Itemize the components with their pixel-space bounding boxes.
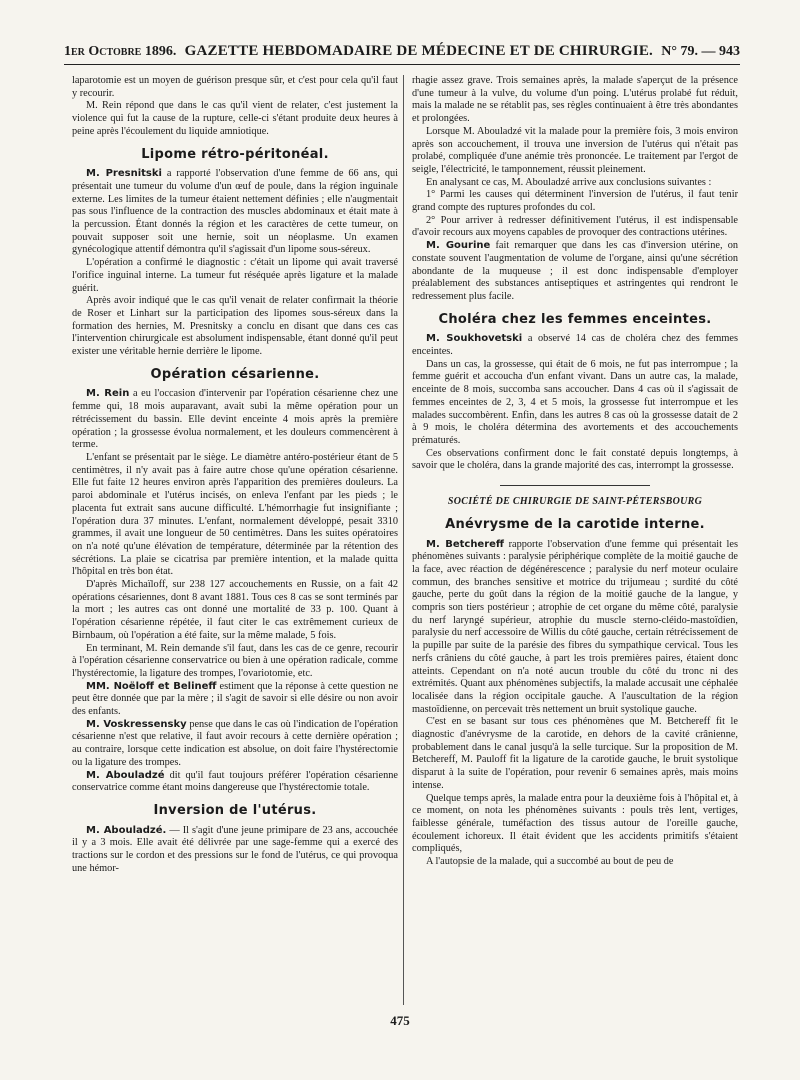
paragraph: 2° Pour arriver à redresser définitivement l'utérus, il est indispensable d'avoir recours aux moyens capables de provoquer des contractions utérines. xyxy=(412,214,738,239)
section-divider xyxy=(500,485,650,486)
section-heading-anevrysme: Anévrysme de la carotide interne. xyxy=(445,516,705,532)
paragraph: Dans un cas, la grossesse, qui était de 6 mois, ne fut pas interrompue ; la femme guérit et accoucha d'un enfant vivant. Dans un autre cas, la malade, enceinte de 8 mois, succomba sans accoucher. Dans 4 cas où il s'agissait de femmes enceintes de 2, 3, 4 et 5 mois, la grossesse fut interrompue et les malades succombèrent. Enfin, dans les autres 8 cas où la grossesse datait de 2 à 9 mois, le choléra détermina des avortements et des accouchements prématurés. xyxy=(412,358,738,446)
paragraph: C'est en se basant sur tous ces phénomènes que M. Betchereff fit le diagnostic d'anévrysme de la carotide, en dehors de la cavité crânienne, probablement dans le canal jusqu'à la selle turcique. Sur la proposition de M. Betchereff, M. Pauloff fit la ligature de la carotide gauche, le bruit systolique disparut à la suite de l'opération, pour revenir 6 semaines après, mais moins intense. xyxy=(412,716,738,791)
paragraph: Après avoir indiqué que le cas qu'il venait de relater confirmait la théorie de Roser et Linhart sur la participation des lipomes sous-séreux dans la formation des hernies, M. Presnitsky a conclu en disant que dans ces cas l'intervention chirurgicale est absolument indispensable, étant donné qu'il peut exister une véritable hernie derrière le lipome. xyxy=(72,295,398,358)
paragraph xyxy=(72,825,398,876)
paragraph xyxy=(72,719,398,770)
author-name: M. Presnitski xyxy=(86,168,162,180)
paragraph: L'enfant se présentait par le siège. Le diamètre antéro-postérieur étant de 5 centimètres, il n'y avait pas à faire autre chose qu'une opération césarienne. Elle fut faite 12 heures environ après l'apparition des premières douleurs. La paroi abdominale et l'utérus incisés, on enleva l'enfant par les pieds ; le placenta fut extrait sans aucune difficulté. L'hémorrhagie fut insignifiante ; l'opération dura 37 minutes. L'enfant, normalement développé, pesait 3310 grammes, il avait une longueur de 50 centimètres. Dans les suites opératoires on n'a noté qu'une élévation de température, déterminée par la rétention des sécrétions. La plaie se cicatrisa par première intention, et la malade quitta l'hôpital en très bon état. xyxy=(72,451,398,578)
author-name: M. Abouladzé xyxy=(86,769,165,781)
column-divider xyxy=(403,75,404,1005)
left-column xyxy=(72,75,398,875)
paragraph: Quelque temps après, la malade entra pour la deuxième fois à l'hôpital et, à ce moment, on nota les phénomènes suivants : pouls très lent, vertiges, faiblesse générale, tuméfaction des tissus autour de l'oreille gauche, écoulement ichoreux. Il était évident que les accidents primitifs s'étaient compliqués, xyxy=(412,792,738,855)
paragraph xyxy=(412,333,738,358)
paragraph xyxy=(72,681,398,719)
paragraph-text: a observé 14 cas de choléra chez des femmes enceintes. xyxy=(412,333,738,358)
paragraph-text: fait remarquer que dans les cas d'inversion utérine, on constate souvent l'augmentation de volume de l'organe, ainsi qu'une sécrétion abondante de la muqueuse ; il est donc indispensable d'employer préalablement des substances antiseptiques et astringentes qui rendront le redressement plus facile. xyxy=(412,240,738,302)
paragraph: En terminant, M. Rein demande s'il faut, dans les cas de ce genre, recourir à l'opération césarienne conservatrice ou bien à une opération radicale, comme l'hystérectomie, la ligature des trompes, l'ovariotomie, etc. xyxy=(72,642,398,679)
paragraph xyxy=(72,168,398,257)
author-name: M. Rein xyxy=(86,388,130,400)
paragraph-text: pense que dans le cas où l'indication de l'opération césarienne n'est que relative, il faut avoir recours à cette dernière opération ; au contraire, lorsque cette indication est absolue, on doit faire l'hystérectomie ou la ligature des trompes. xyxy=(72,718,398,768)
section-heading-cholera: Choléra chez les femmes enceintes. xyxy=(438,311,712,327)
paragraph-text: a eu l'occasion d'intervenir par l'opération césarienne chez une femme qui, 18 mois auparavant, avait subi la même opération pour un rétrécissement du bassin. Elle devint enceinte 4 mois après la première opération ; la grossesse évolua normalement, et les douleurs commencèrent à terme. xyxy=(72,388,398,451)
paragraph xyxy=(72,388,398,452)
paragraph-text: a rapporté l'observation d'une femme de 66 ans, qui présentait une tumeur du volume d'un œuf de poule, dans la région inguinale externe. Les limites de la tumeur étaient nettement définies ; elle n'augmentait pas sous l'influence de la contraction des muscles abdominaux et était mate à la percussion. Étant donnés la région et les caractères de cette tumeur, on pouvait supposer soit une hernie, soit un néoplasme. Un examen gynécologique attentif démontra qu'il s'agissait d'un lipome sous-séreux. xyxy=(72,168,398,256)
paragraph: laparotomie est un moyen de guérison presque sûr, et c'est pour cela qu'il faut y recourir. xyxy=(72,75,398,99)
author-name: M. Soukhovetski xyxy=(426,333,523,345)
paragraph-text: estiment que la réponse à cette question ne peut être donnée que par la mère ; il s'agit de savoir si elle désire ou non avoir des enfants. xyxy=(72,680,399,718)
section-heading-cesarienne: Opération césarienne. xyxy=(150,366,320,382)
paragraph: 1° Parmi les causes qui déterminent l'inversion de l'utérus, il faut tenir grand compte des ruptures profondes du col. xyxy=(412,189,738,214)
paragraph: rhagie assez grave. Trois semaines après, la malade s'aperçut de la présence d'une tumeur à la vulve, du volume d'un poing. L'utérus prolabé fut réduit, mais la malade ne se rétablit pas, ses règles continuaient à être très abondantes et prolongées. xyxy=(412,75,738,125)
paragraph: A l'autopsie de la malade, qui a succombé au bout de peu de xyxy=(426,856,674,868)
paragraph: Ces observations confirment donc le fait constaté depuis longtemps, à savoir que le choléra, dans la grande majorité des cas, interrompt la grossesse. xyxy=(412,447,738,472)
paragraph: D'après Michaïloff, sur 238 127 accouchements en Russie, on a fait 42 opérations césariennes, dont 8 avant 1881. Tous ces 8 cas se sont terminés par la mort ; les autres cas ont donné une mortalité de 33 p. 100. Quant à l'opération césarienne répétée, il faut citer le cas extrêmement curieux de Birnbaum, où l'opération a été faite, sur la même malade, 5 fois. xyxy=(72,579,398,641)
paragraph xyxy=(72,770,398,795)
paragraph: Lorsque M. Abouladzé vit la malade pour la première fois, 3 mois environ après son accouchement, il trouva une inversion de l'utérus qui n'était pas prolabé, compliquée d'une anémie très prononcée. Le traitement par l'ergot de seigle, l'électricité, le tamponnement, réussit pleinement. xyxy=(412,125,738,175)
issue-date: 1er Octobre 1896. xyxy=(64,44,177,59)
author-name: M. Betchereff xyxy=(426,538,505,550)
journal-title: GAZETTE HEBDOMADAIRE DE MÉDECINE ET DE CHIRURGIE. xyxy=(184,43,653,59)
right-column xyxy=(412,75,738,869)
paragraph: M. Rein répond que dans le cas qu'il vient de relater, c'est justement la violence qui fut la cause de la rupture, celle-ci s'étant produite deux heures à peine après l'écoulement du liquide amniotique. xyxy=(72,100,398,137)
paragraph-text: dit qu'il faut toujours préférer l'opération césarienne conservatrice comme étant moins dangereuse que l'hystérectomie totale. xyxy=(72,769,398,794)
section-heading-inversion: Inversion de l'utérus. xyxy=(153,802,317,818)
author-name: M. Gourine xyxy=(426,240,491,252)
paragraph xyxy=(412,539,738,717)
author-name: M. Voskressensky xyxy=(86,718,187,730)
society-heading: SOCIÉTÉ DE CHIRURGIE DE SAINT-PÉTERSBOURG xyxy=(447,496,703,508)
paragraph: En analysant ce cas, M. Abouladzé arrive aux conclusions suivantes : xyxy=(426,176,712,188)
paragraph-text: rapporte l'observation d'une femme qui présentait les phénomènes suivants : paralysie périphérique complète de la moitié gauche de la face, avec réaction de dégénérescence ; paralysie du nerf moteur oculaire commun, des branches sensitive et motrice du trijumeau ; surdité du côté gauche, perte du goût dans la région de la moitié gauche de la langue, y compris son tiers postérieur ; atrophie de cet organe du même côté, paralysie du nerf laryngé supérieur, atrophie du muscle sterno-cléido-mastoïdien, paralysie du nerf accessoire de Willis du côté gauche, certain rétrécissement de la pupille par suite de la parésie des fibres du sympathique cervical. Tous les nerfs crâniens du côté gauche, à part les trois premières paires, étaient donc atteints. Cependant on n'a noté aucun trouble du côté du tronc ni des extrémités. Quant aux phénomènes subjectifs, la malade accusait une céphalée localisée dans la région occipitale gauche. A l'auscultation de la région mastoïdienne, on percevait très nettement un bruit systolique gauche. xyxy=(412,538,738,715)
issue-number: N° 79. — 943 xyxy=(661,44,740,59)
paragraph xyxy=(412,240,738,304)
page-number: 475 xyxy=(390,1013,410,1028)
paragraph-text: — Il s'agit d'une jeune primipare de 23 ans, accouchée il y a 3 mois. Elle avait été délivrée par une sage-femme qui a exercé des tractions sur le cordon et des pressions sur le fond de l'utérus, ce qui provoqua une hémor- xyxy=(72,824,398,874)
author-name: M. Abouladzé. xyxy=(86,824,167,836)
paragraph: L'opération a confirmé le diagnostic : c'était un lipome qui avait traversé l'orifice inguinal interne. La tumeur fut réséquée après ligature et la malade guérit. xyxy=(72,257,398,294)
section-heading-lipome: Lipome rétro-péritonéal. xyxy=(141,146,329,162)
running-header xyxy=(64,38,740,65)
author-name: MM. Noëloff et Belineff xyxy=(86,680,217,692)
